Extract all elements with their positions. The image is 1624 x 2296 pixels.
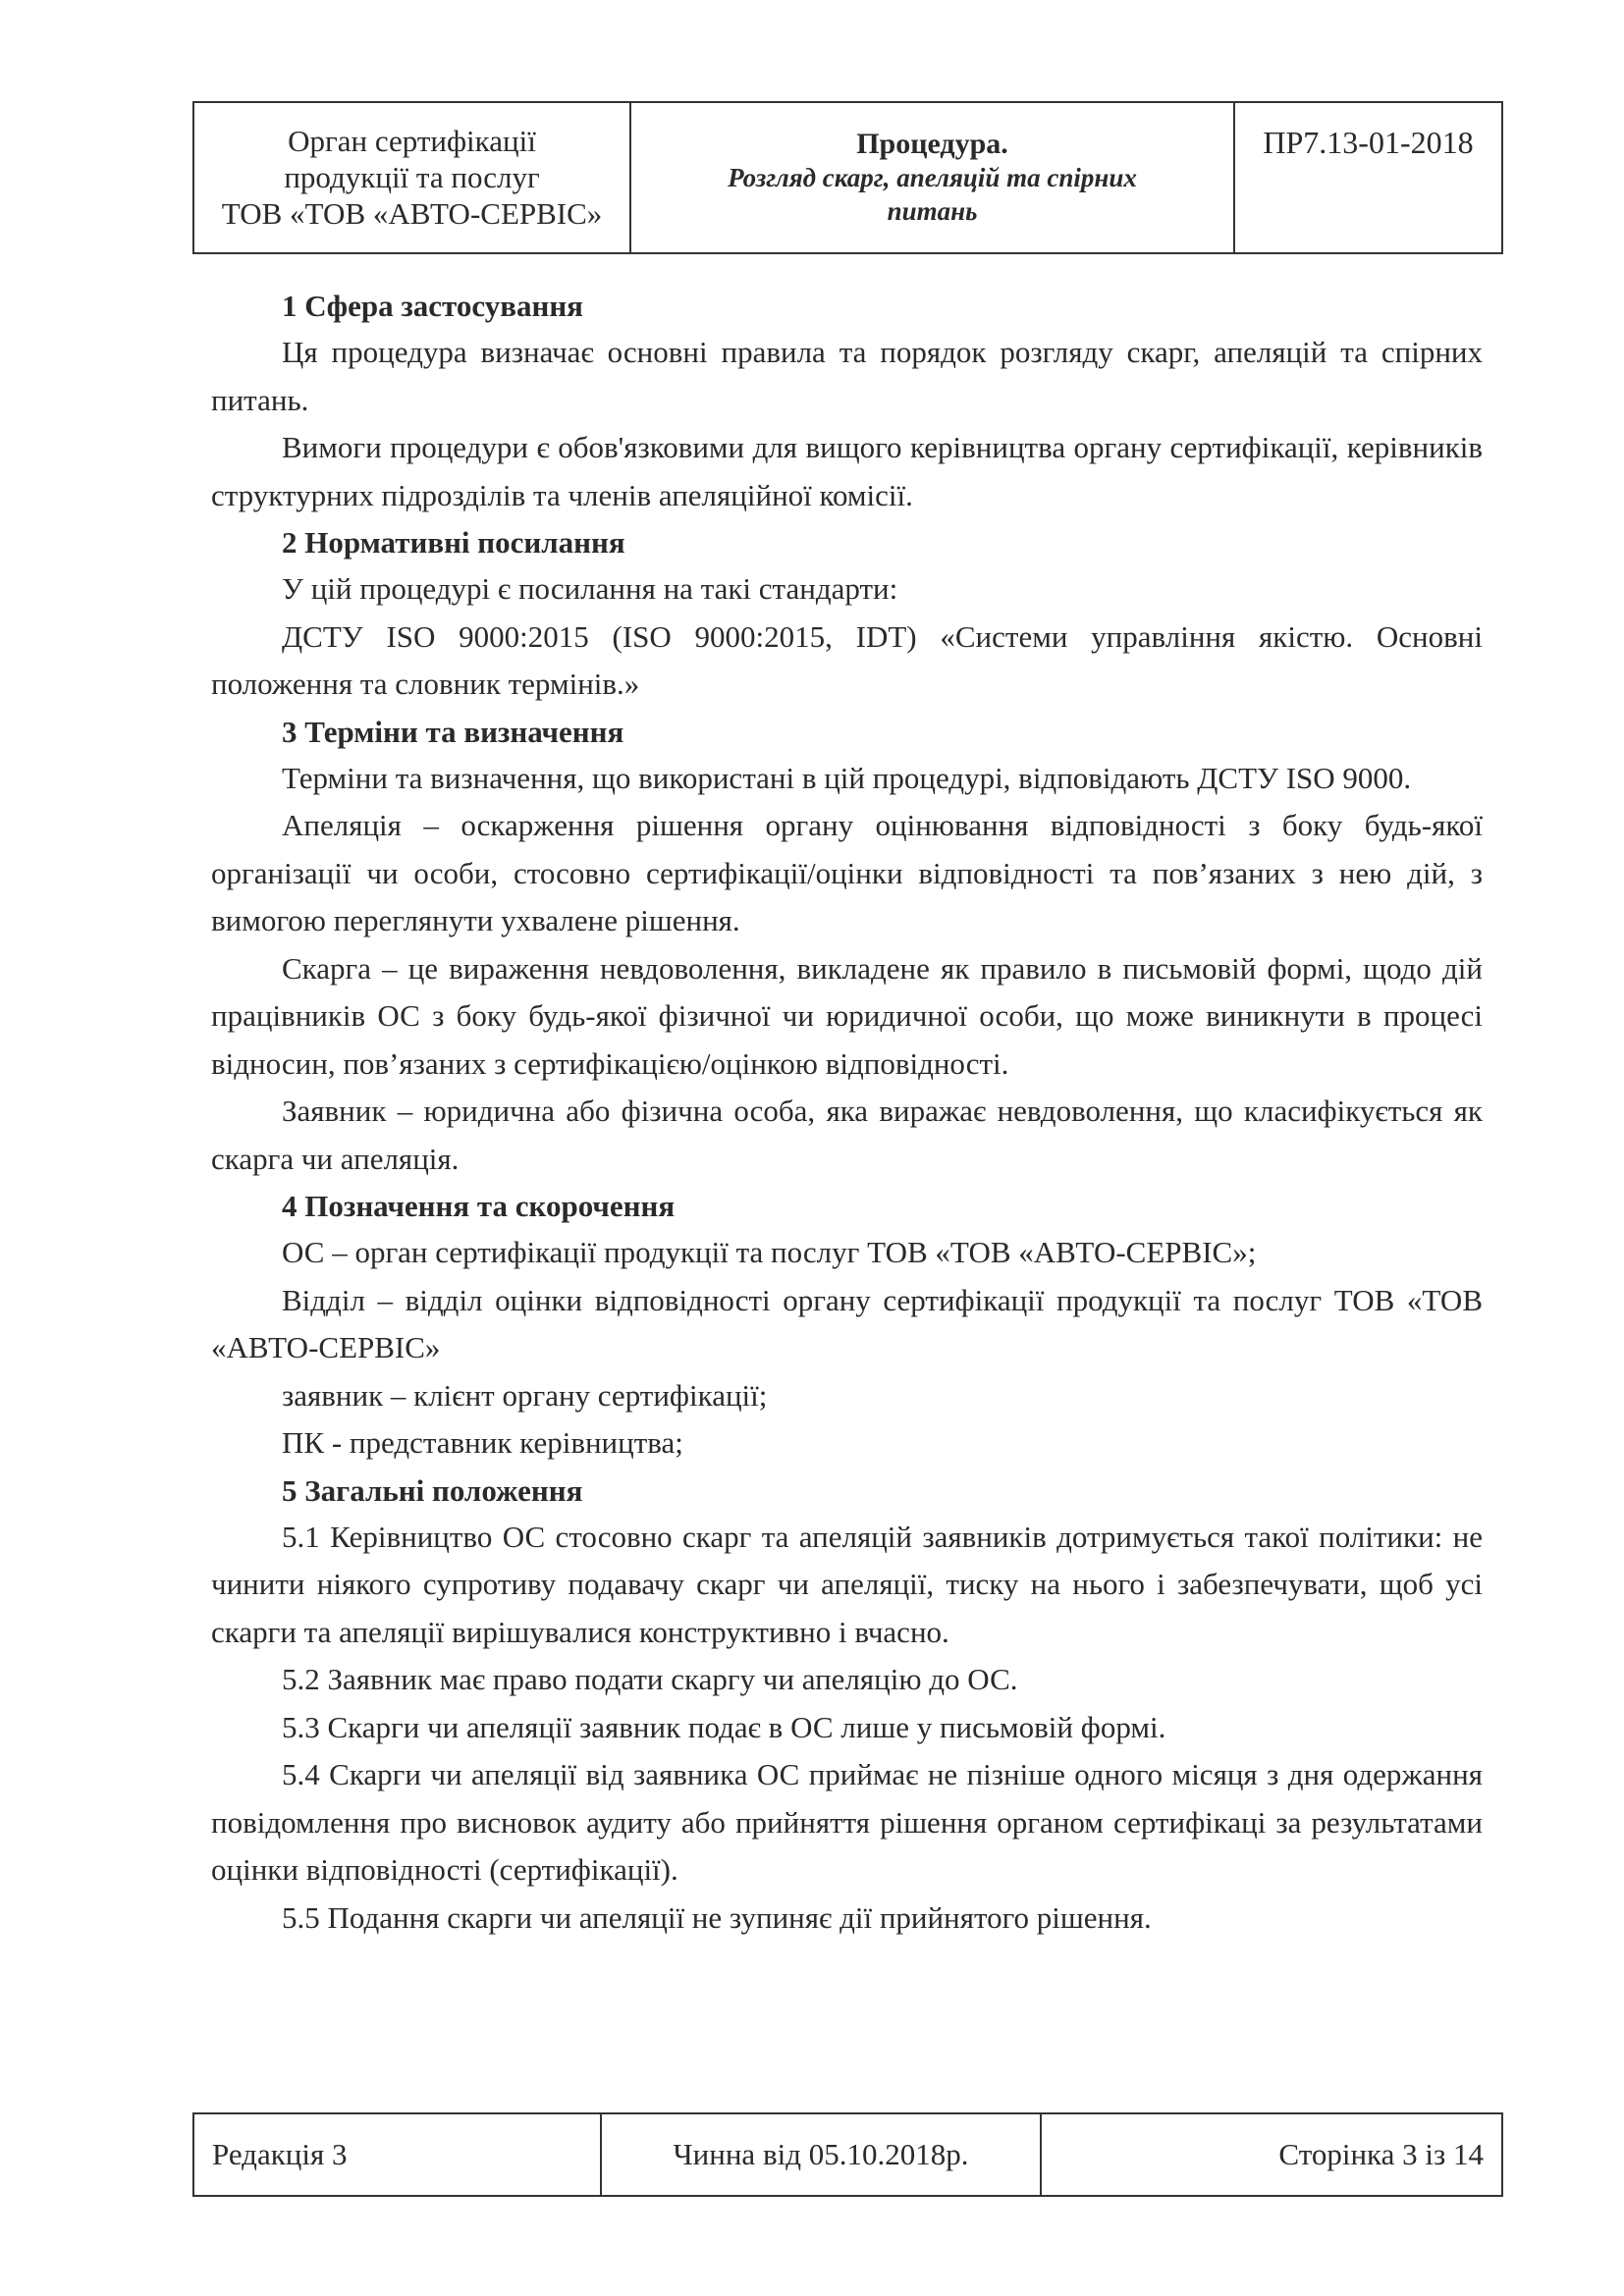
paragraph: ПК - представник керівництва; (282, 1425, 683, 1460)
paragraph: заявник – клієнт органу сертифікації; (282, 1377, 768, 1413)
paragraph: 5.4 Скарги чи апеляції від заявника ОС приймає не пізніше одного місяця з дня одержання повідомлення про висновок аудиту або прийняття рішення органом сертифікаці за результатами оцінки відповідності (сертифікації). (211, 1757, 1483, 1887)
document-footer (192, 2112, 1503, 2197)
paragraph: Терміни та визначення, що використані в цій процедурі, відповідають ДСТУ ISO 9000. (282, 760, 1412, 795)
valid-from-label: Чинна від 05.10.2018р. (602, 2114, 1042, 2195)
paragraph: 5.5 Подання скарги чи апеляції не зупиняє дії прийнятого рішення. (282, 1899, 1152, 1935)
paragraph: У цій процедурі є посилання на такі стандарти: (282, 571, 898, 606)
paragraph: 5.1 Керівництво ОС стосовно скарг та апеляцій заявників дотримується такої політики: не чинити ніякого супротиву подавачу скарг чи апеляції, тиску на нього і забезпечувати, щоб усі скарги та апеляції вирішувалися конструктивно і вчасно. (211, 1519, 1483, 1649)
paragraph: Вимоги процедури є обов'язковими для вищого керівництва органу сертифікації, керівників структурних підрозділів та членів апеляційної комісії. (211, 430, 1483, 512)
organization-cell (194, 103, 631, 252)
org-line-3: ТОВ «ТОВ «АВТО-СЕРВІС» (221, 196, 603, 231)
paragraph: Апеляція – оскарження рішення органу оцінювання відповідності з боку будь-якої організації чи особи, стосовно сертифікації/оцінки відповідності та пов’язаних з нею дій, з вимогою переглянути ухвалене рішення. (211, 808, 1483, 937)
section-heading: 1 Сфера застосування (282, 289, 583, 323)
paragraph: Ця процедура визначає основні правила та порядок розгляду скарг, апеляцій та спірних питань. (211, 335, 1483, 417)
document-code-cell (1235, 103, 1501, 252)
section-heading: 5 Загальні положення (282, 1472, 583, 1508)
revision-label: Редакція 3 (194, 2114, 602, 2195)
paragraph: Заявник – юридична або фізична особа, яка виражає невдоволення, що класифікується як скарга чи апеляція. (211, 1094, 1483, 1176)
document-body (211, 283, 1483, 1942)
org-line-2: продукції та послуг (284, 160, 540, 194)
paragraph: ДСТУ ISO 9000:2015 (ISO 9000:2015, IDT) «Системи управління якістю. Основні положення та словник термінів.» (211, 618, 1483, 701)
section-heading: 2 Нормативні посилання (282, 525, 625, 560)
section-heading: 4 Позначення та скорочення (282, 1189, 676, 1223)
document-code: ПР7.13-01-2018 (1263, 125, 1474, 160)
title-line-3: питань (887, 196, 978, 226)
title-cell (631, 103, 1235, 252)
page-number: Сторінка 3 із 14 (1278, 2137, 1484, 2171)
document-header (192, 101, 1503, 254)
title-line-1: Процедура. (856, 128, 1008, 160)
paragraph: 5.2 Заявник має право подати скаргу чи апеляцію до ОС. (282, 1662, 1018, 1696)
paragraph: ОС – орган сертифікації продукції та послуг ТОВ «ТОВ «АВТО-СЕРВІС»; (282, 1235, 1257, 1269)
paragraph: Відділ – відділ оцінки відповідності органу сертифікації продукції та послуг ТОВ «ТОВ «АВТО-СЕРВІС» (211, 1282, 1483, 1364)
section-heading: 3 Терміни та визначення (282, 714, 624, 749)
title-line-2: Розгляд скарг, апеляцій та спірних (728, 163, 1137, 192)
paragraph: 5.3 Скарги чи апеляції заявник подає в ОС лише у письмовій формі. (282, 1709, 1166, 1744)
org-line-1: Орган сертифікації (288, 124, 536, 158)
paragraph: Скарга – це вираження невдоволення, викладене як правило в письмовій формі, щодо дій працівників ОС з боку будь-якої фізичної чи юридичної особи, що може виникнути в процесі відносин, пов’язаних з сертифікацією/оцінкою відповідності. (211, 950, 1483, 1081)
